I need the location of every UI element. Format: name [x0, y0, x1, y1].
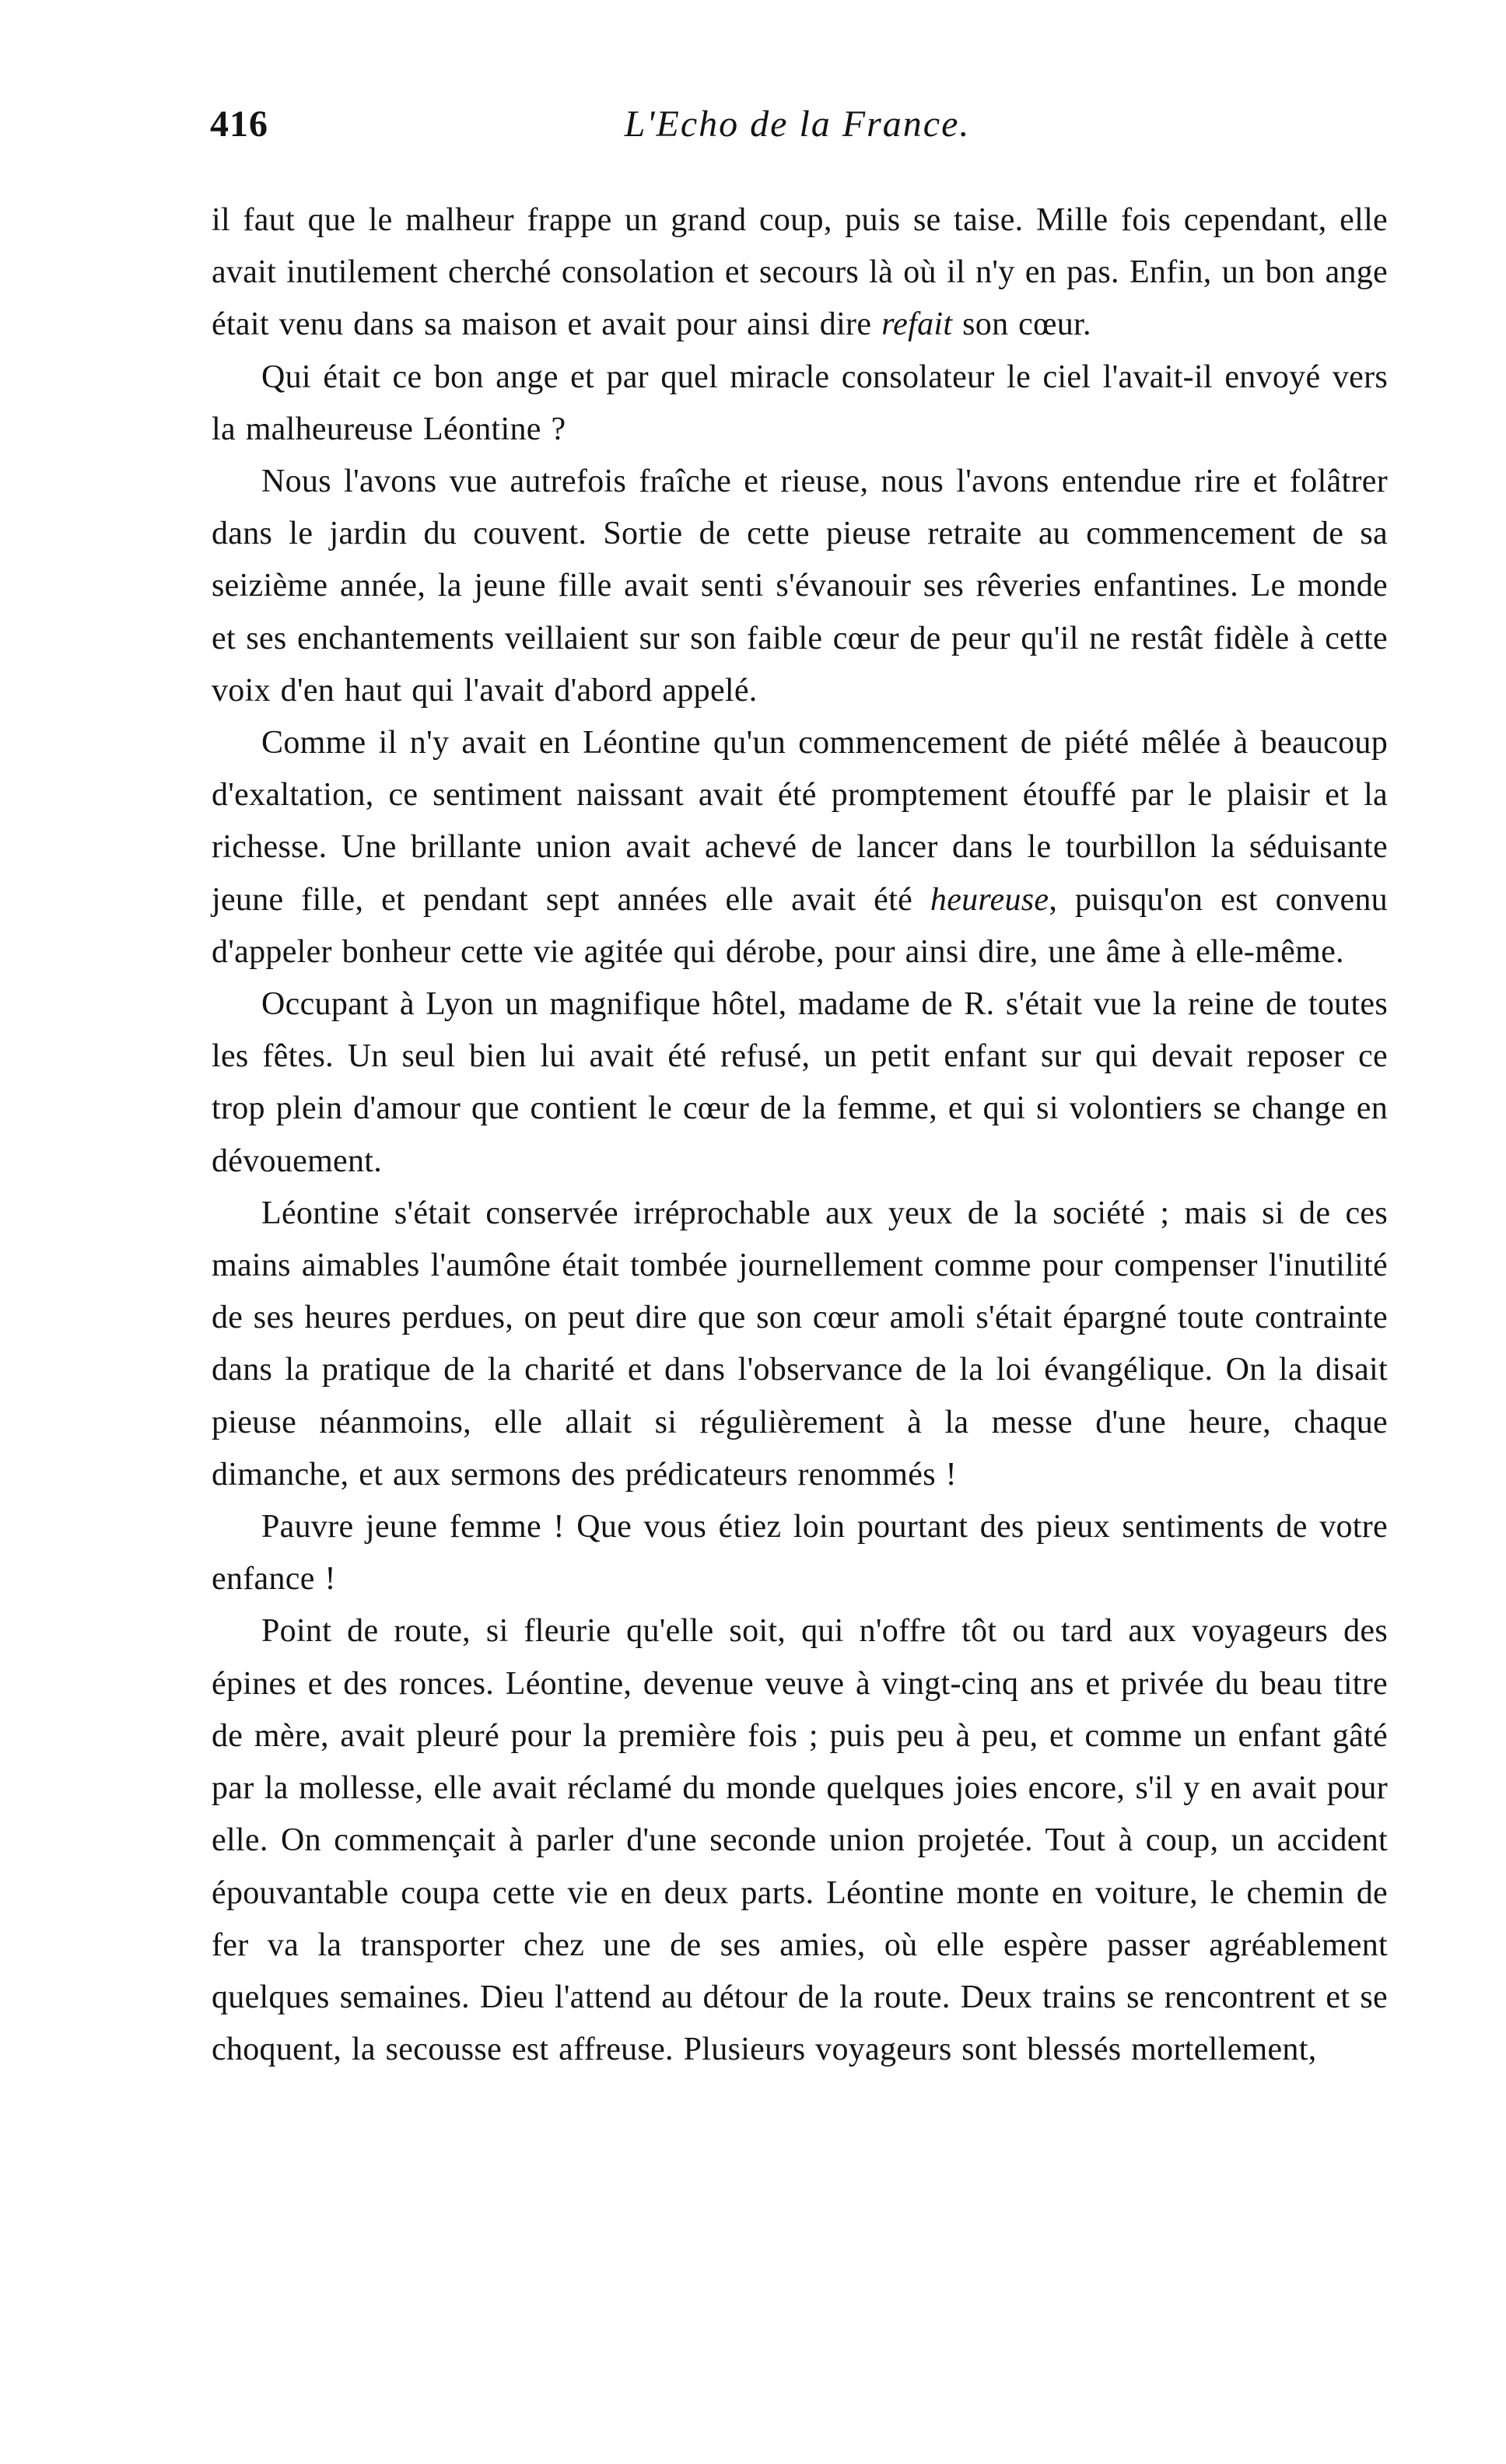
- paragraph-text: Nous l'avons vue autrefois fraîche et rieuse, nous l'avons entendue rire et folâtrer dans le jardin du couvent. Sortie de cette pieuse retraite au commencement de sa seizième année, la jeune fille avait senti s'évanouir ses rêveries enfantines. Le monde et ses enchantements veillaient sur son faible cœur de peur qu'il ne restât fidèle à cette voix d'en haut qui l'avait d'abord appelé.: [212, 464, 1388, 709]
- page-number: 416: [210, 103, 268, 145]
- italic-text: refait: [881, 306, 953, 343]
- paragraph: [212, 352, 1388, 456]
- italic-text: heureuse: [930, 881, 1049, 918]
- paragraph-text: Occupant à Lyon un magnifique hôtel, madame de R. s'était vue la reine de toutes les fêtes. Un seul bien lui avait été refusé, un petit enfant sur qui devait reposer ce trop plein d'amour que contient le cœur de la femme, et qui si volontiers se change en dévouement.: [212, 986, 1388, 1179]
- paragraph-text: Pauvre jeune femme ! Que vous étiez loin pourtant des pieux sentiments de votre enfance !: [212, 1509, 1388, 1598]
- paragraph: [212, 1188, 1388, 1501]
- paragraph-text: , puisqu'on est convenu d'appeler bonheur cette vie agitée qui dérobe, pour ainsi dire, une âme à elle-même.: [212, 881, 1388, 970]
- paragraph-text: Qui était ce bon ange et par quel miracle consolateur le ciel l'avait-il envoyé vers la malheureuse Léontine ?: [212, 359, 1388, 447]
- page-header: [210, 101, 1385, 156]
- paragraph-text: son cœur.: [952, 306, 1091, 343]
- paragraph-text: Point de route, si fleurie qu'elle soit, qui n'offre tôt ou tard aux voyageurs des épines et des ronces. Léontine, devenue veuve à vingt-cinq ans et privée du beau titre de mère, avait pleuré pour la première fois ; puis peu à peu, et comme un enfant gâté par la mollesse, elle avait réclamé du monde quelques joies encore, s'il y en avait pour elle. On commençait à parler d'une seconde union projetée. Tout à coup, un accident épouvantable coupa cette vie en deux parts. Léontine monte en voiture, le chemin de fer va la transporter chez une de ses amies, où elle espère passer agréablement quelques semaines. Dieu l'attend au détour de la route. Deux trains se rencontrent et se choquent, la secousse est affreuse. Plusieurs voyageurs sont blessés mortellement,: [212, 1613, 1388, 2068]
- paragraph: [212, 978, 1388, 1188]
- running-title: L'Echo de la France.: [624, 103, 971, 145]
- paragraph-text: il faut que le malheur frappe un grand coup, puis se taise. Mille fois cependant, elle avait inutilement cherché consolation et secours là où il n'y en pas. Enfin, un bon ange était venu dans sa maison et avait pour ainsi dire: [212, 202, 1388, 343]
- paragraph: [212, 194, 1388, 352]
- paragraph: [212, 456, 1388, 717]
- paragraph: [212, 1501, 1388, 1605]
- paragraph: [212, 717, 1388, 978]
- paragraph-text: Comme il n'y avait en Léontine qu'un commencement de piété mêlée à beaucoup d'exaltation, ce sentiment naissant avait été promptement étouffé par le plaisir et la richesse. Une brillante union avait achevé de lancer dans le tourbillon la séduisante jeune fille, et pendant sept années elle avait été: [212, 725, 1388, 918]
- paragraph-text: Léontine s'était conservée irréprochable aux yeux de la société ; mais si de ces mains aimables l'aumône était tombée journellement comme pour compenser l'inutilité de ses heures perdues, on peut dire que son cœur amoli s'était épargné toute contrainte dans la pratique de la charité et dans l'observance de la loi évangélique. On la disait pieuse néanmoins, elle allait si régulièrement à la messe d'une heure, chaque dimanche, et aux sermons des prédicateurs renommés !: [212, 1195, 1388, 1493]
- paragraph: [212, 1605, 1388, 2076]
- body-text: [212, 194, 1388, 2076]
